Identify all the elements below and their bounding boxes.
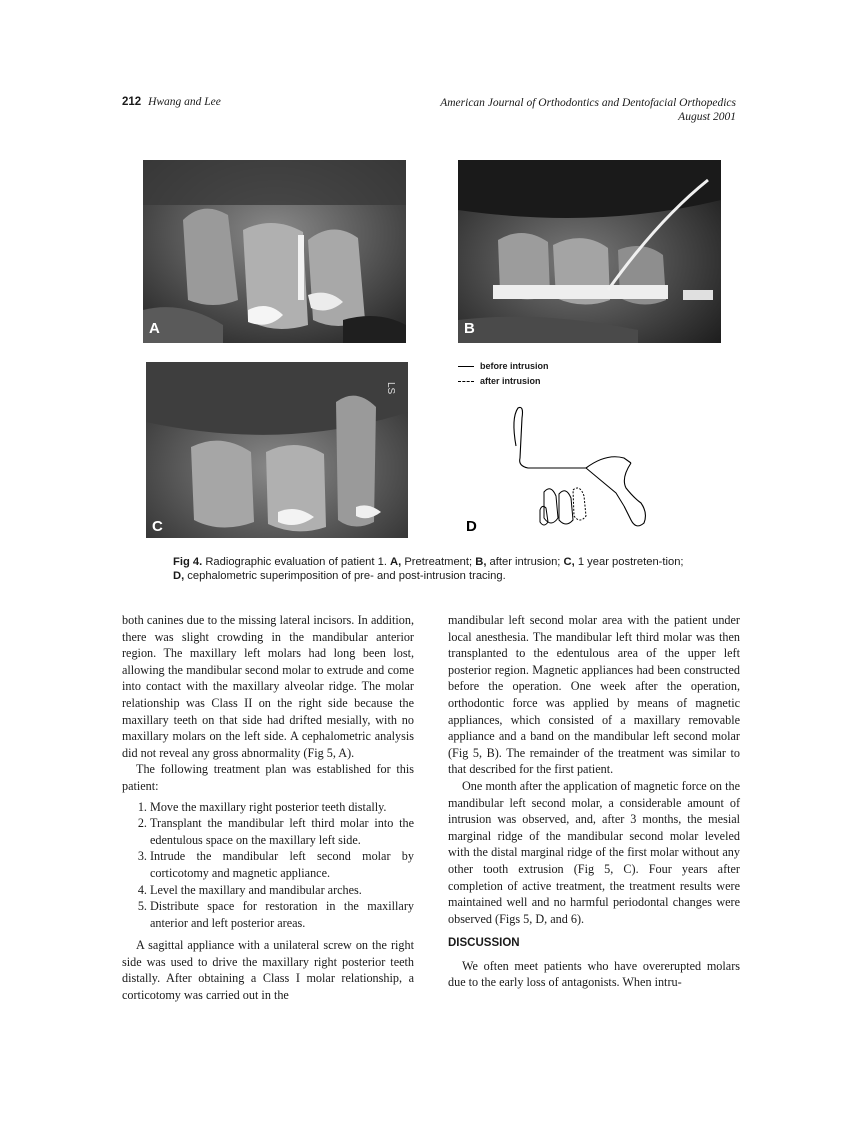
- panel-label-b: B: [464, 320, 475, 337]
- legend-after: after intrusion: [458, 376, 541, 386]
- list-item: 4. Level the maxillary and mandibular arches.: [150, 882, 414, 899]
- paragraph: We often meet patients who have overerupted molars due to the early loss of antagonists. When intru-: [448, 958, 740, 990]
- section-heading: DISCUSSION: [448, 937, 520, 950]
- body-column-left: [122, 612, 414, 1004]
- issue-date: August 2001: [678, 111, 736, 123]
- radiograph-a-image: [143, 160, 406, 343]
- panel-label-c: C: [152, 518, 163, 535]
- legend-before: before intrusion: [458, 361, 549, 371]
- running-header-right: [440, 96, 736, 124]
- panel-label-d: D: [466, 518, 477, 535]
- list-item: 3. Intrude the mandibular left second molar by corticotomy and magnetic appliance.: [150, 848, 414, 881]
- running-header-left: [122, 96, 221, 108]
- paragraph: both canines due to the missing lateral incisors. In addition, there was slight crowding in the mandibular anterior region. The maxillary left molars had long been lost, allowing the mandibular second molar to extrude and come into contact with the maxillary alveolar ridge. The molar relationship was Class II on the right side because the maxillary teeth on that side had drifted mesially, with no maxillary molars on the left side. A cephalometric analysis did not reveal any gross abnormality (Fig 5, A).: [122, 613, 414, 760]
- panel-label-a: A: [149, 320, 160, 337]
- list-item: 1. Move the maxillary right posterior teeth distally.: [150, 799, 414, 816]
- treatment-plan-list: [122, 799, 414, 932]
- tracing-drawing: [456, 358, 720, 538]
- radiograph-c-image: [146, 362, 408, 538]
- body-column-right: [448, 612, 740, 991]
- paragraph: mandibular left second molar area with the patient under local anesthesia. The mandibular left third molar was then transplanted to the edentulous area of the upper left posterior region. Magnetic appliances had been constructed before the operation. One week after the operation, orthodontic force was applied by means of magnetic appliances, which consisted of a maxillary removable appliance and a band on the mandibular left second molar (Fig 5, B). The remainder of the treatment was similar to that described for the first patient.: [448, 613, 740, 777]
- list-item: 2. Transplant the mandibular left third molar into the edentulous space on the maxillary left side.: [150, 815, 414, 848]
- paragraph: A sagittal appliance with a unilateral screw on the right side was used to drive the maxillary right posterior teeth distally. After obtaining a Class I molar relationship, a corticotomy was carried out in the: [122, 938, 414, 1003]
- radiograph-b-image: [458, 160, 721, 343]
- radiograph-c-marking: LS: [385, 382, 396, 395]
- page-number: 212: [122, 96, 142, 108]
- cephalometric-tracing-panel-d: [456, 358, 720, 538]
- list-item: 5. Distribute space for restoration in the maxillary anterior and left posterior areas.: [150, 898, 414, 931]
- journal-title: American Journal of Orthodontics and Dentofacial Orthopedics: [440, 97, 736, 109]
- figure-caption: Fig 4. Radiographic evaluation of patient 1. A, Pretreatment; B, after intrusion; C, 1 year postreten-tion; D, cephalometric superimposition of pre- and post-intrusion tracing.: [173, 556, 684, 582]
- radiograph-panel-a: [143, 160, 406, 343]
- radiograph-panel-b: [458, 160, 721, 343]
- radiograph-panel-c: [146, 362, 408, 538]
- figure-number: Fig 4.: [173, 556, 203, 568]
- paragraph: One month after the application of magnetic force on the mandibular left second molar, a considerable amount of intrusion was observed, and, after 3 months, the mesial marginal ridge of the mandibular second molar leveled with the distal marginal ridge of the first molar without any other tooth extrusion (Fig 5, C). Four years after completion of active treatment, the treatment results were maintained well and no harmful periodontal changes were observed (Figs 5, D, and 6).: [448, 778, 740, 926]
- paragraph: The following treatment plan was established for this patient:: [122, 762, 414, 793]
- author-names: Hwang and Lee: [148, 96, 221, 108]
